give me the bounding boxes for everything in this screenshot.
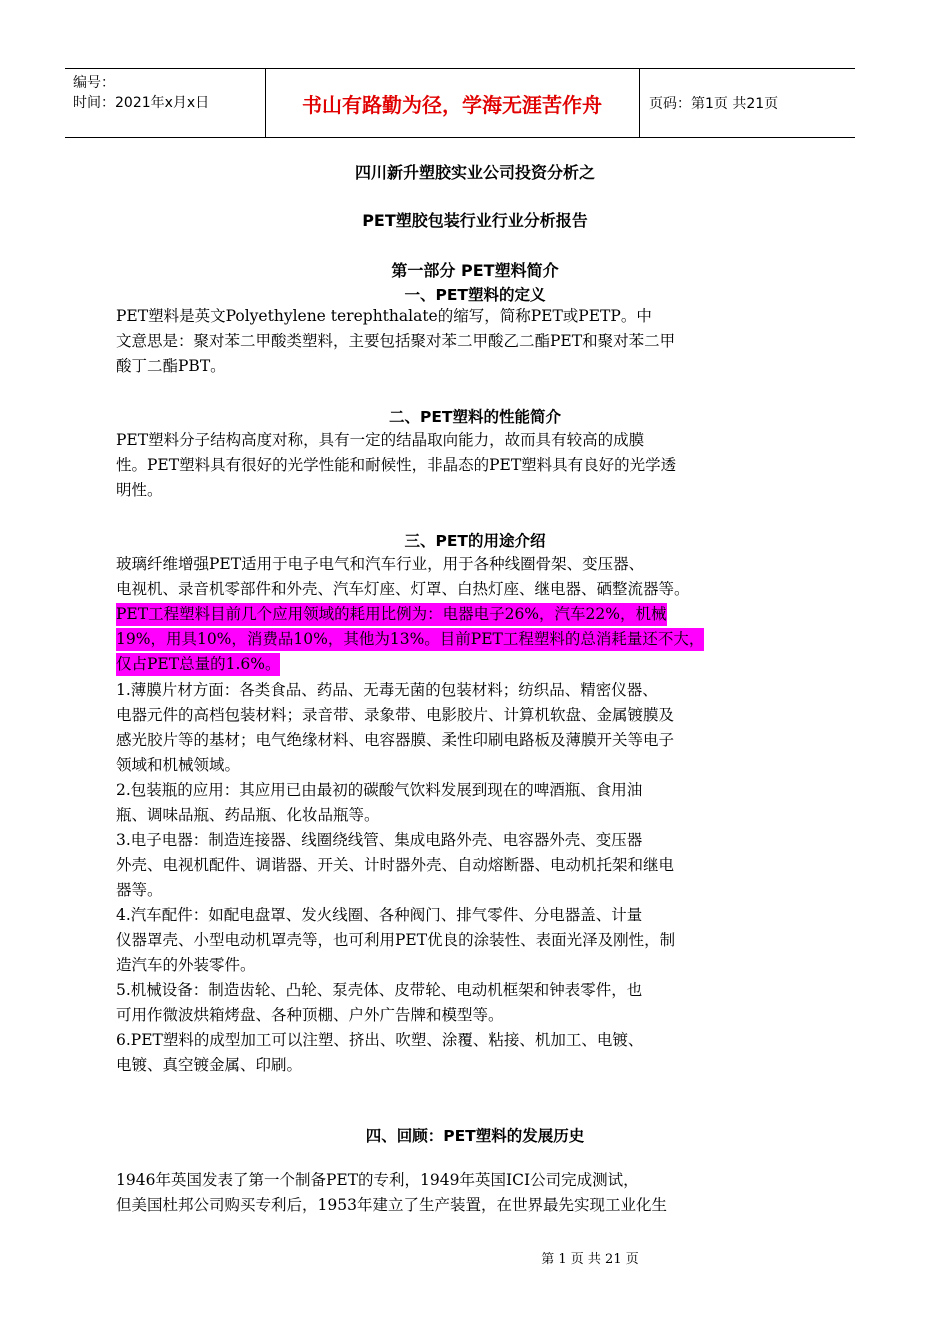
number-label: 编号：: [73, 75, 115, 91]
paragraph-line: 玻璃纤维增强PET适用于电子电气和汽车行业，用于各种线圈骨架、变压器、: [116, 555, 645, 573]
item-line: 3.电子电器：制造连接器、线圈绕线管、集成电路外壳、电容器外壳、变压器: [116, 831, 643, 849]
section-heading: 三、PET的用途介绍: [404, 532, 546, 550]
item-line: 2.包装瓶的应用：其应用已由最初的碳酸气饮料发展到现在的啤酒瓶、食用油: [116, 781, 643, 799]
item-line: 5.机械设备：制造齿轮、凸轮、泵壳体、皮带轮、电动机框架和钟表零件，也: [116, 981, 643, 999]
paragraph-line: 文意思是：聚对苯二甲酸类塑料，主要包括聚对苯二甲酸乙二酯PET和聚对苯二甲: [116, 332, 676, 350]
paragraph-line: 酸丁二酯PBT。: [116, 357, 226, 375]
paragraph-line: 明性。: [116, 481, 163, 499]
item-line: 器等。: [116, 881, 163, 899]
item-line: 仪器罩壳、小型电动机罩壳等，也可利用PET优良的涂装性、表面光泽及刚性，制: [116, 931, 676, 949]
header-motto: 书山有路勤为径，学海无涯苦作舟: [302, 92, 602, 117]
part-heading: 第一部分 PET塑料简介: [391, 261, 559, 280]
header-page-label: 页码：第1页 共21页: [649, 96, 779, 112]
paragraph-line: 性。PET塑料具有很好的光学性能和耐候性，非晶态的PET塑料具有良好的光学透: [116, 456, 677, 474]
header-divider: [639, 69, 640, 137]
doc-title-line2: PET塑胶包装行业行业分析报告: [362, 211, 588, 230]
header-meta: [73, 73, 263, 113]
highlighted-line: 19%，用具10%，消费品10%，其他为13%。目前PET工程塑料的总消耗量还不大，: [116, 628, 704, 651]
paragraph-line: 电视机、录音机零部件和外壳、汽车灯座、灯罩、白热灯座、继电器、硒整流器等。: [116, 580, 690, 598]
date-label: 时间：2021年x月x日: [73, 95, 210, 111]
item-line: 6.PET塑料的成型加工可以注塑、挤出、吹塑、涂覆、粘接、机加工、电镀、: [116, 1031, 644, 1049]
paragraph-line: PET塑料是英文Polyethylene terephthalate的缩写，简称PET或PETP。中: [116, 307, 652, 325]
header-table: [65, 68, 855, 138]
highlighted-line: PET工程塑料目前几个应用领域的耗用比例为：电器电子26%，汽车22%，机械: [116, 603, 667, 626]
item-line: 外壳、电视机配件、调谐器、开关、计时器外壳、自动熔断器、电动机托架和继电: [116, 856, 675, 874]
item-line: 可用作微波烘箱烤盘、各种顶棚、户外广告牌和模型等。: [116, 1006, 504, 1024]
doc-title-line1: 四川新升塑胶实业公司投资分析之: [354, 163, 595, 182]
item-line: 1.薄膜片材方面：各类食品、药品、无毒无菌的包装材料；纺织品、精密仪器、: [116, 681, 658, 699]
item-line: 电镀、真空镀金属、印刷。: [116, 1056, 303, 1074]
paragraph-line: 但美国杜邦公司购买专利后，1953年建立了生产装置，在世界最先实现工业化生: [116, 1196, 667, 1214]
footer-page-number: 第 1 页 共 21 页: [541, 1252, 639, 1267]
section-heading: 一、PET塑料的定义: [404, 286, 546, 304]
item-line: 4.汽车配件：如配电盘罩、发火线圈、各种阀门、排气零件、分电器盖、计量: [116, 906, 643, 924]
section-heading: 二、PET塑料的性能简介: [388, 408, 562, 426]
section-heading: 四、回顾：PET塑料的发展历史: [365, 1127, 585, 1145]
paragraph-line: PET塑料分子结构高度对称，具有一定的结晶取向能力，故而具有较高的成膜: [116, 431, 645, 449]
item-line: 电器元件的高档包装材料；录音带、录象带、电影胶片、计算机软盘、金属镀膜及: [116, 706, 675, 724]
highlighted-line: 仅占PET总量的1.6%。: [116, 653, 280, 676]
item-line: 感光胶片等的基材；电气绝缘材料、电容器膜、柔性印刷电路板及薄膜开关等电子: [116, 731, 675, 749]
item-line: 瓶、调味品瓶、药品瓶、化妆品瓶等。: [116, 806, 380, 824]
page-footer: [0, 1248, 950, 1267]
item-line: 造汽车的外装零件。: [116, 956, 256, 974]
paragraph-line: 1946年英国发表了第一个制备PET的专利，1949年英国ICI公司完成测试，: [116, 1171, 639, 1189]
item-line: 领域和机械领域。: [116, 756, 241, 774]
